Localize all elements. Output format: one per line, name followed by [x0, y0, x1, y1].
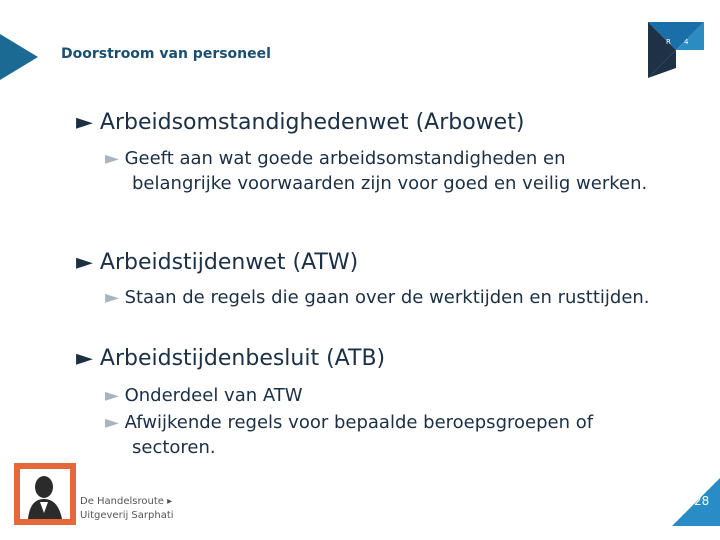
- bullet-arrow-icon: ►: [76, 346, 93, 371]
- page-number: 28: [694, 494, 710, 508]
- header-title: Doorstroom van personeel: [61, 46, 271, 62]
- sub-bullet-arrow-icon: ►: [105, 148, 119, 169]
- section-heading-arbowet: [76, 110, 524, 135]
- sub-bullet-line: sectoren.: [132, 437, 216, 458]
- sub-bullet-line: Onderdeel van ATW: [124, 385, 303, 406]
- sub-bullet-line: Afwijkende regels voor bepaalde beroepsgroepen of: [124, 412, 594, 433]
- section-heading-atb: [76, 346, 385, 371]
- bullet-arrow-icon: ►: [76, 250, 93, 275]
- publisher-portrait-logo: [14, 463, 76, 525]
- portrait-icon: [20, 469, 70, 519]
- logo-letter-r: R: [666, 38, 671, 46]
- section-title: Arbeidstijdenbesluit (ATB): [99, 346, 386, 371]
- sub-bullet-line: belangrijke voorwaarden zijn voor goed en veilig werken.: [132, 173, 648, 194]
- left-tab-marker: [0, 34, 38, 80]
- sub-bullet-arrow-icon: ►: [105, 412, 119, 433]
- sub-bullet-line: Staan de regels die gaan over de werktijden en rusttijden.: [124, 287, 650, 308]
- sub-bullet-atb-afwijkende: [105, 410, 593, 460]
- sub-bullet-line: Geeft aan wat goede arbeidsomstandigheden en: [124, 148, 566, 169]
- sub-bullet-arrow-icon: ►: [105, 287, 119, 308]
- publisher-imprint: Uitgeverij Sarphati: [80, 510, 174, 521]
- sub-bullet-arbowet-description: [105, 146, 647, 196]
- sub-bullet-arrow-icon: ►: [105, 385, 119, 406]
- sub-bullet-atb-onderdeel: [105, 383, 303, 408]
- sub-bullet-atw-description: [105, 285, 650, 310]
- bullet-arrow-icon: ►: [76, 110, 93, 135]
- section-title: Arbeidstijdenwet (ATW): [99, 250, 359, 275]
- publisher-name: De Handelsroute ▸: [80, 496, 173, 507]
- section-title: Arbeidsomstandighedenwet (Arbowet): [99, 110, 525, 135]
- logo-letter-4: 4: [684, 38, 689, 46]
- course-logo-badge: [648, 22, 704, 78]
- section-heading-atw: [76, 250, 358, 275]
